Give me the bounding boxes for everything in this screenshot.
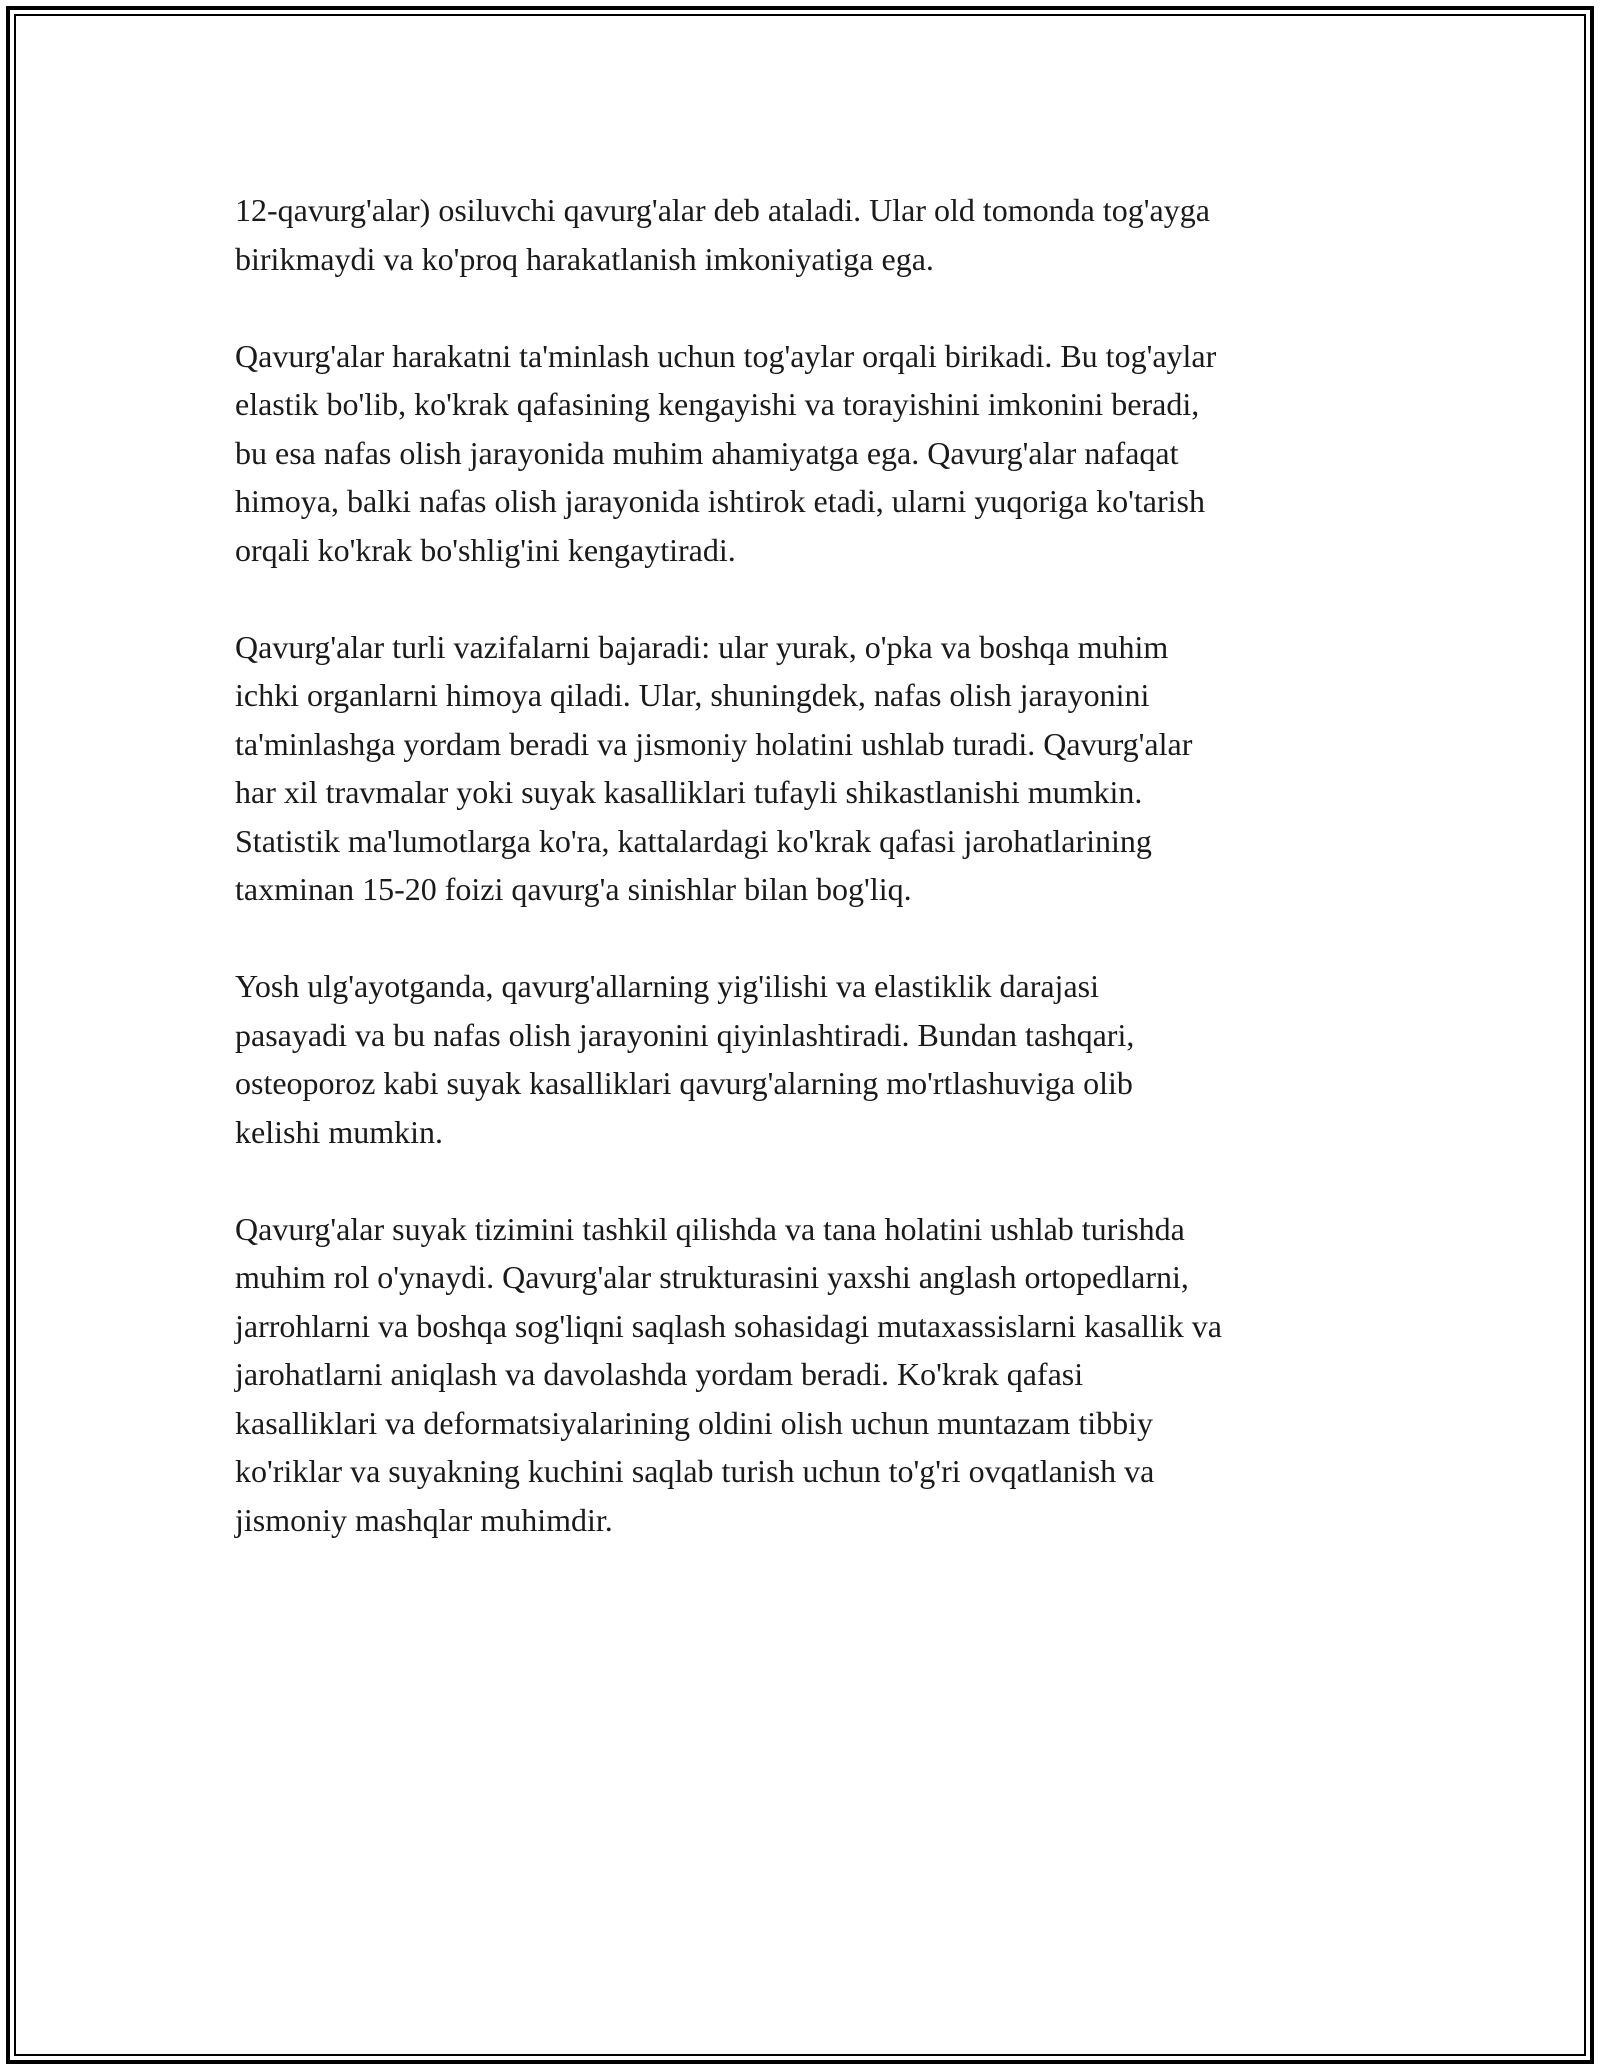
paragraph-3: Qavurg'alar turli vazifalarni bajaradi: ular yurak, o'pka va boshqa muhim ichki organlarni himoya qiladi. Ular, shuningdek, nafas olish jarayonini ta'minlashga yordam beradi va jismoniy holatini ushlab turadi. Qavurg'alar har xil travmalar yoki suyak kasalliklari tufayli shikastlanishi mumkin. Statistik ma'lumotlarga ko'ra, kattalardagi ko'krak qafasi jarohatlarining taxminan 15-20 foizi qavurg'a sinishlar bilan bog'liq. xyxy=(235,628,1193,907)
paragraph-5: Qavurg'alar suyak tizimini tashkil qilishda va tana holatini ushlab turishda muhim rol o'ynaydi. Qavurg'alar strukturasini yaxshi anglash ortopedlarni, jarrohlarni va boshqa sog'liqni saqlash sohasidagi mutaxassislarni kasallik va jarohatlarni aniqlash va davolashda yordam beradi. Ko'krak qafasi kasalliklari va deformatsiyalarining oldini olish uchun muntazam tibbiy ko'riklar va suyakning kuchini saqlab turish uchun to'g'ri ovqatlanish va jismoniy mashqlar muhimdir. xyxy=(235,1210,1222,1538)
paragraph-4: Yosh ulg'ayotganda, qavurg'allarning yig'ilishi va elastiklik darajasi pasayadi va bu nafas olish jarayonini qiyinlashtiradi. Bundan tashqari, osteoporoz kabi suyak kasalliklari qavurg'alarning mo'rtlashuviga olib kelishi mumkin. xyxy=(235,968,1135,1150)
paragraph-1: 12-qavurg'alar) osiluvchi qavurg'alar deb ataladi. Ular old tomonda tog'ayga birikmaydi va ko'proq harakatlanish imkoniyatiga ega. xyxy=(235,192,1210,277)
paragraph-2: Qavurg'alar harakatni ta'minlash uchun tog'aylar orqali birikadi. Bu tog'aylar elastik bo'lib, ko'krak qafasining kengayishi va torayishini imkonini beradi, bu esa nafas olish jarayonida muhim ahamiyatga ega. Qavurg'alar nafaqat himoya, balki nafas olish jarayonida ishtirok etadi, ularni yuqoriga ko'tarish orqali ko'krak bo'shlig'ini kengaytiradi. xyxy=(235,337,1217,568)
document-body xyxy=(235,186,1375,1593)
